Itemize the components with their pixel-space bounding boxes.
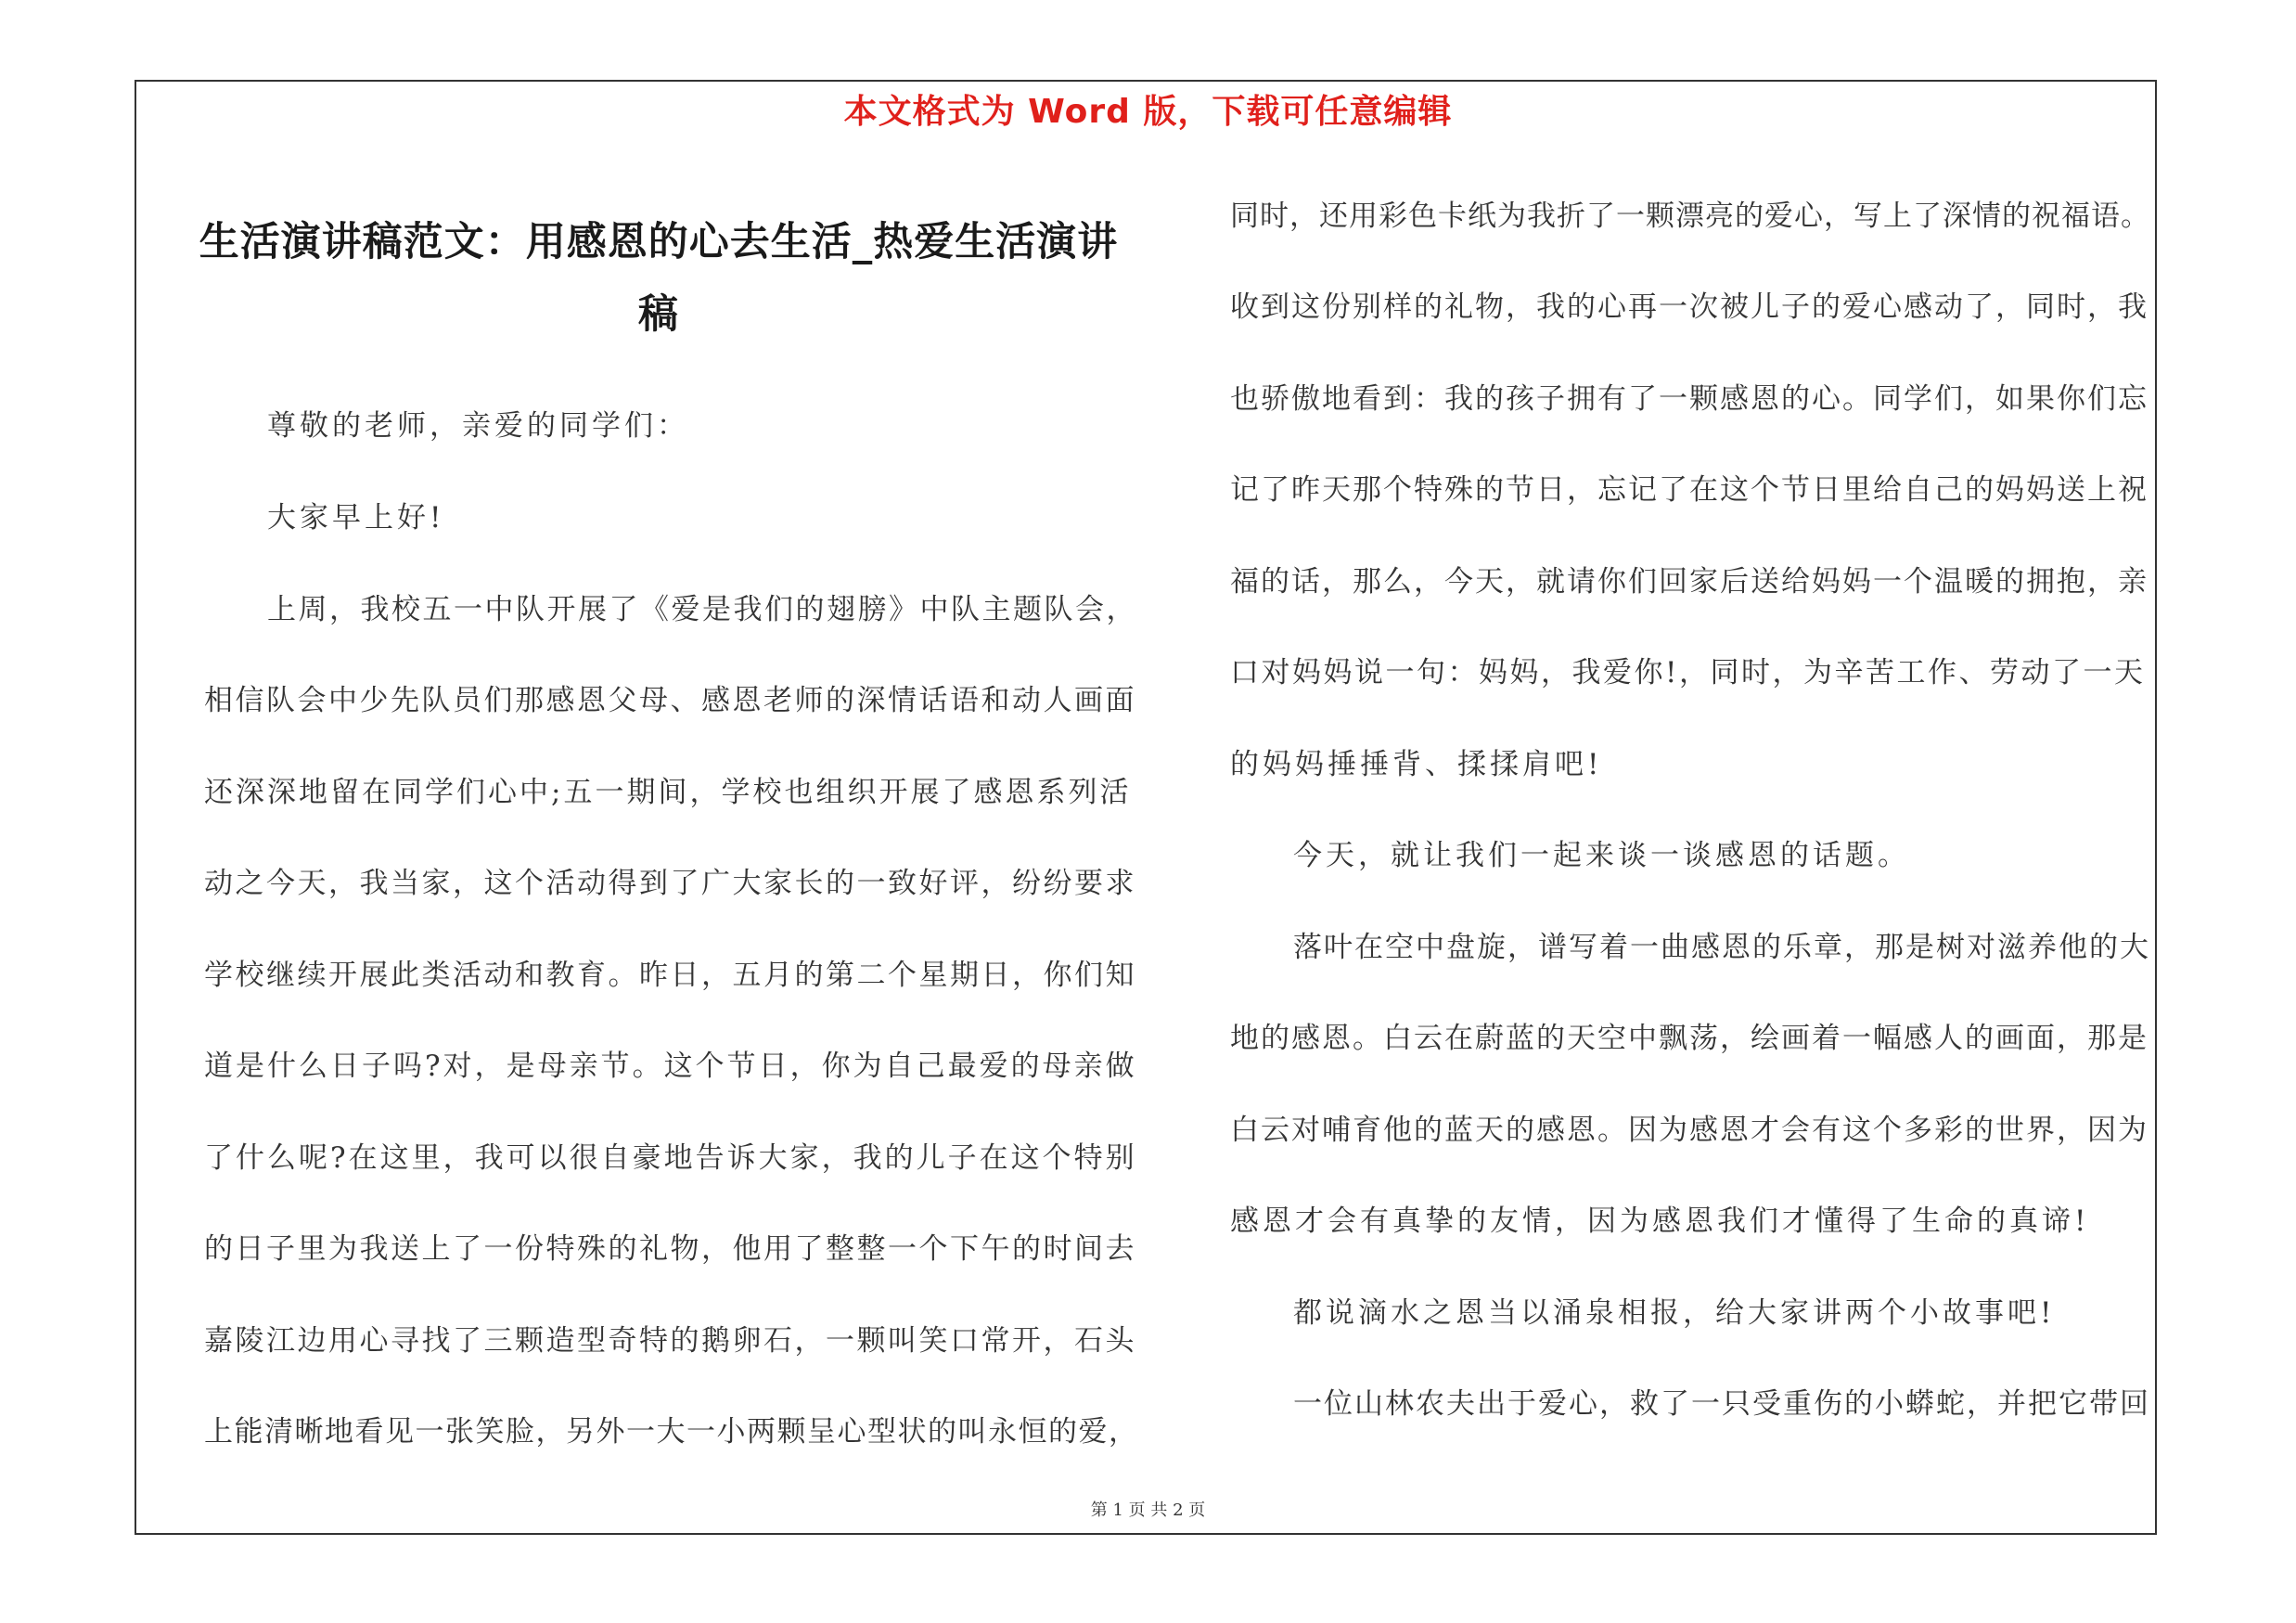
paragraph-line: 道是什么日子吗?对，是母亲节。这个节日，你为自己最爱的母亲做 [204, 1050, 1137, 1083]
paragraph-line: 还深深地留在同学们心中;五一期间，学校也组织开展了感恩系列活 [204, 776, 1132, 809]
paragraph-line: 感恩才会有真挚的友情，因为感恩我们才懂得了生命的真谛! [1230, 1204, 2090, 1238]
paragraph-line: 地的感恩。白云在蔚蓝的天空中飘荡，绘画着一幅感人的画面，那是 [1230, 1022, 2148, 1055]
title-line-2: 稿 [638, 291, 679, 338]
paragraph-line: 落叶在空中盘旋，谱写着一曲感恩的乐章，那是树对滋养他的大 [1293, 931, 2150, 964]
paragraph-line: 也骄傲地看到：我的孩子拥有了一颗感恩的心。同学们，如果你们忘 [1230, 382, 2148, 416]
paragraph-line: 收到这份别样的礼物，我的心再一次被儿子的爱心感动了，同时，我 [1230, 290, 2148, 324]
paragraph-line: 学校继续开展此类活动和教育。昨日，五月的第二个星期日，你们知 [204, 959, 1136, 992]
paragraph-line: 白云对哺育他的蓝天的感恩。因为感恩才会有这个多彩的世界，因为 [1230, 1114, 2148, 1147]
page-number: 第 1 页 共 2 页 [1090, 1501, 1206, 1520]
paragraph-line: 福的话，那么，今天，就请你们回家后送给妈妈一个温暖的拥抱，亲 [1230, 565, 2148, 599]
paragraph-line: 同时，还用彩色卡纸为我折了一颗漂亮的爱心，写上了深情的祝福语。 [1230, 200, 2150, 233]
paragraph-line: 都说滴水之恩当以涌泉相报，给大家讲两个小故事吧! [1293, 1296, 2056, 1330]
paragraph-line: 口对妈妈说一句：妈妈，我爱你!，同时，为辛苦工作、劳动了一天 [1230, 656, 2146, 689]
paragraph-line: 上周，我校五一中队开展了《爱是我们的翅膀》中队主题队会， [267, 593, 1137, 626]
paragraph-line: 的妈妈捶捶背、揉揉肩吧! [1230, 748, 1603, 781]
paragraph-line: 记了昨天那个特殊的节日，忘记了在这个节日里给自己的妈妈送上祝 [1230, 473, 2148, 507]
paragraph-line: 尊敬的老师，亲爱的同学们： [267, 409, 689, 443]
paragraph-line: 动之今天，我当家，这个活动得到了广大家长的一致好评，纷纷要求 [204, 867, 1136, 900]
paragraph-line: 大家早上好! [267, 501, 445, 535]
paragraph-line: 了什么呢?在这里，我可以很自豪地告诉大家，我的儿子在这个特别 [204, 1141, 1137, 1175]
paragraph-line: 嘉陵江边用心寻找了三颗造型奇特的鹅卵石，一颗叫笑口常开，石头 [204, 1324, 1136, 1358]
format-banner: 本文格式为 Word 版，下载可任意编辑 [843, 93, 1453, 131]
paragraph-line: 的日子里为我送上了一份特殊的礼物，他用了整整一个下午的时间去 [204, 1232, 1136, 1266]
paragraph-line: 相信队会中少先队员们那感恩父母、感恩老师的深情话语和动人画面 [204, 684, 1136, 717]
paragraph-line: 上能清晰地看见一张笑脸，另外一大一小两颗呈心型状的叫永恒的爱， [204, 1415, 1139, 1449]
title-line-1: 生活演讲稿范文：用感恩的心去生活_热爱生活演讲 [199, 219, 1119, 265]
document-title [153, 206, 1164, 351]
paragraph-line: 今天，就让我们一起来谈一谈感恩的话题。 [1293, 839, 1910, 872]
paragraph-line: 一位山林农夫出于爱心，救了一只受重伤的小蟒蛇，并把它带回 [1293, 1387, 2150, 1421]
